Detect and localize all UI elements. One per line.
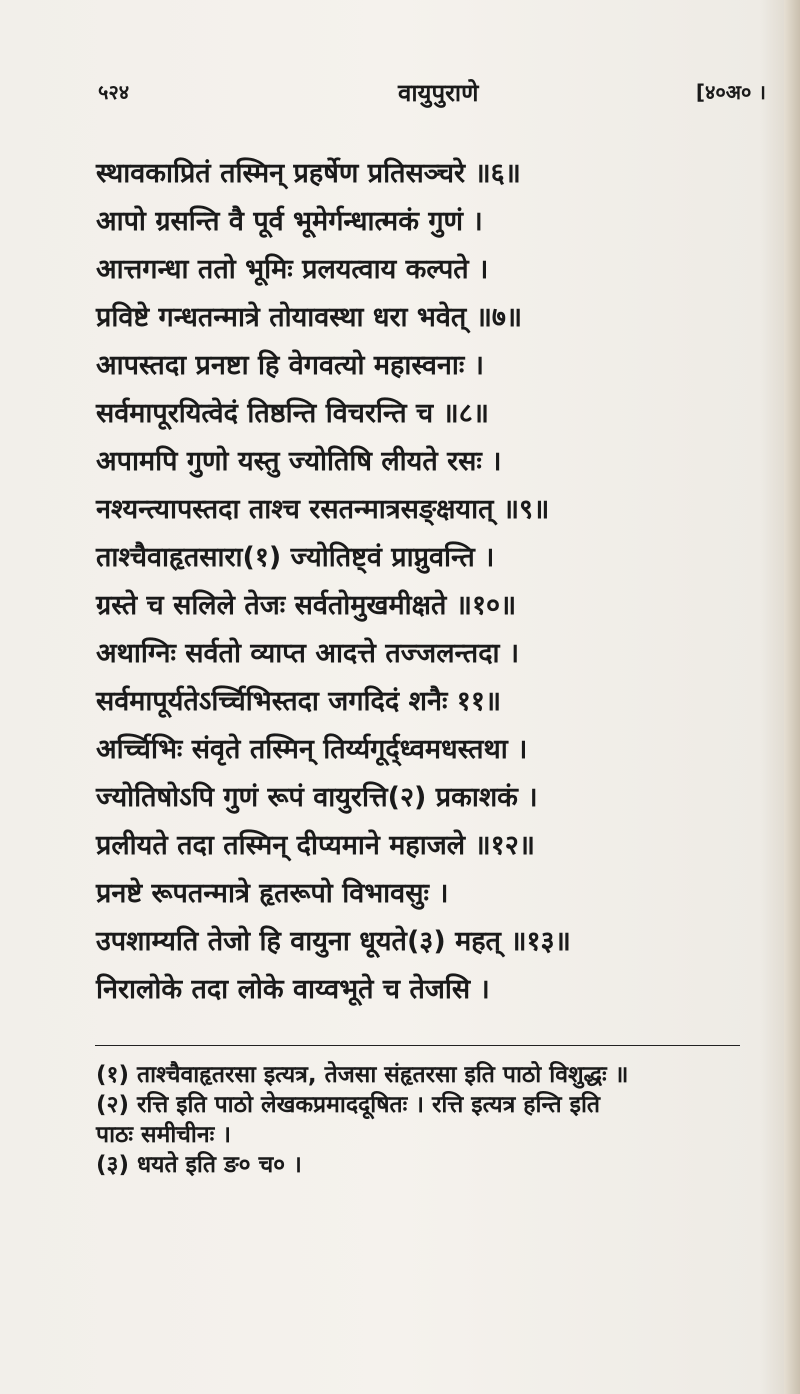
verse-line: आत्तगन्धा ततो भूमिः प्रलयत्वाय कल्पते ।: [96, 254, 489, 285]
verse-line: ज्योतिषोऽपि गुणं रूपं वायुरत्ति(२) प्रकाशकं ।: [96, 782, 538, 813]
verse-line: अपामपि गुणो यस्तु ज्योतिषि लीयते रसः ।: [96, 446, 502, 477]
page-number: ५२४: [98, 80, 130, 104]
verse-line: निरालोके तदा लोके वाय्वभूते च तेजसि ।: [96, 974, 490, 1005]
verse-line: प्रविष्टे गन्धतन्मात्रे तोयावस्था धरा भवेत् ॥७॥: [96, 302, 523, 333]
verse-line: उपशाम्यति तेजो हि वायुना धूयते(३) महत् ॥१३॥: [96, 926, 571, 957]
verse-line: सर्वमापूरयित्वेदं तिष्ठन्ति विचरन्ति च ॥८॥: [96, 398, 489, 429]
footnote-divider: [95, 1045, 740, 1046]
running-title: वायुपुराणे: [398, 79, 479, 107]
verse-line: प्रलीयते तदा तस्मिन् दीप्यमाने महाजले ॥१२॥: [96, 830, 535, 861]
chapter-reference: [४०अ० ।: [695, 80, 766, 104]
verse-line: ग्रस्ते च सलिले तेजः सर्वतोमुखमीक्षते ॥१०॥: [96, 590, 517, 621]
verse-line: नश्यन्त्यापस्तदा ताश्च रसतन्मात्रसङ्क्षयात् ॥९॥: [96, 494, 550, 525]
verse-line: सर्वमापूर्यतेऽर्च्चिभिस्तदा जगदिदं शनैः ११॥: [96, 686, 502, 717]
verse-line: आपो ग्रसन्ति वै पूर्व भूमेर्गन्धात्मकं गुणं ।: [96, 206, 483, 237]
footnote-3: (३) धयते इति ङ० च० ।: [96, 1152, 302, 1178]
footnote-2-continued: पाठः समीचीनः ।: [96, 1122, 231, 1148]
verse-line: ताश्चैवाहृतसारा(१) ज्योतिष्ट्वं प्राप्नुवन्ति ।: [96, 542, 495, 573]
page-edge: [784, 0, 800, 1394]
footnotes: [96, 1060, 760, 1180]
verse-line: स्थावकाप्रितं तस्मिन् प्रहर्षेण प्रतिसञ्चरे ॥६॥: [96, 158, 521, 189]
verse-block: [96, 150, 760, 1014]
verse-line: प्रनष्टे रूपतन्मात्रे हृतरूपो विभावसुः ।: [96, 878, 449, 909]
page-header: [98, 72, 766, 112]
verse-line: आपस्तदा प्रनष्टा हि वेगवत्यो महास्वनाः ।: [96, 350, 484, 381]
verse-line: अथाग्निः सर्वतो व्याप्त आदत्ते तज्जलन्तदा ।: [96, 638, 520, 669]
footnote-1: (१) ताश्चैवाहृतरसा इत्यत्र, तेजसा संहृतरसा इति पाठो विशुद्धः ॥: [96, 1062, 629, 1088]
verse-line: अर्च्चिभिः संवृते तस्मिन् तिर्य्यगूर्द्ध्वमधस्तथा ।: [96, 734, 528, 765]
footnote-2: (२) रत्ति इति पाठो लेखकप्रमाददूषितः । रत्ति इत्यत्र हन्ति इति: [96, 1092, 601, 1118]
